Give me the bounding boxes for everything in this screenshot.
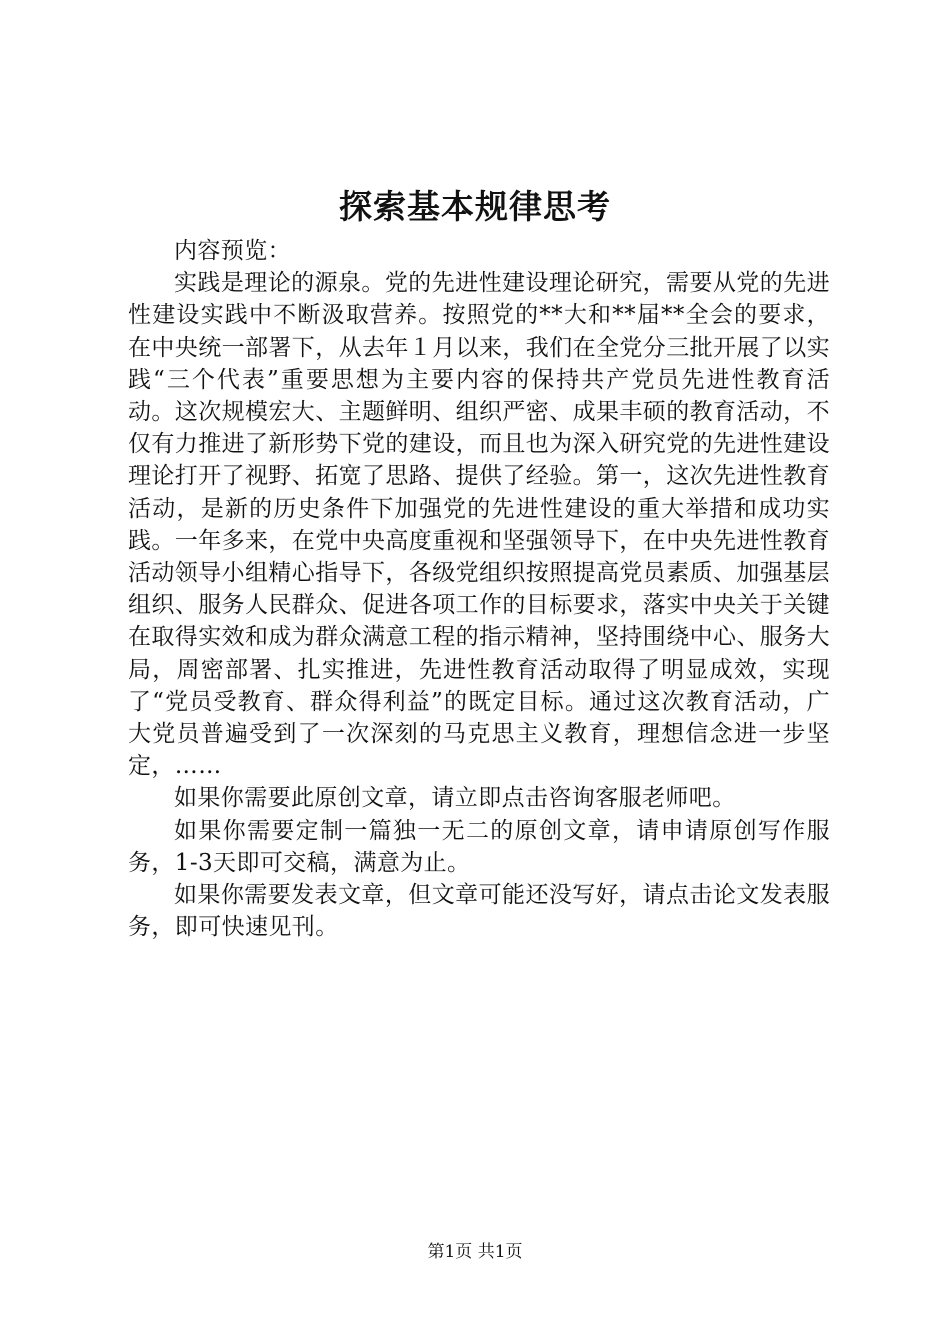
document-title: 探索基本规律思考 [339,187,611,226]
main-paragraph: 实践是理论的源泉。党的先进性建设理论研究，需要从党的先进性建设实践中不断汲取营养。按照党的**大和**届**全会的要求，在中央统一部署下，从去年１月以来，我们在全党分三批开展了以实践“三个代表”重要思想为主要内容的保持共产党员先进性教育活动。这次规模宏大、主题鲜明、组织严密、成果丰硕的教育活动，不仅有力推进了新形势下党的建设，而且也为深入研究党的先进性建设理论打开了视野、拓宽了思路、提供了经验。第一，这次先进性教育活动，是新的历史条件下加强党的先进性建设的重大举措和成功实践。一年多来，在党中央高度重视和坚强领导下，在中央先进性教育活动领导小组精心指导下，各级党组织按照提高党员素质、加强基层组织、服务人民群众、促进各项工作的目标要求，落实中央关于关键在取得实效和成为群众满意工程的指示精神，坚持围绕中心、服务大局，周密部署、扎实推进，先进性教育活动取得了明显成效，实现了“党员受教育、群众得利益”的既定目标。通过这次教育活动，广大党员普遍受到了一次深刻的马克思主义教育，理想信念进一步坚定，…… [128,270,830,780]
page-number-footer: 第1页 共1页 [427,1242,523,1262]
custom-writing-paragraph: 如果你需要定制一篇独一无二的原创文章，请申请原创写作服务，1-3天即可交稿，满意为止。 [128,817,830,876]
document-body [128,235,830,943]
preview-label: 内容预览： [174,238,291,264]
publish-paragraph: 如果你需要发表文章，但文章可能还没写好，请点击论文发表服务，即可快速见刊。 [128,882,830,941]
consult-paragraph: 如果你需要此原创文章，请立即点击咨询客服老师吧。 [174,785,736,812]
